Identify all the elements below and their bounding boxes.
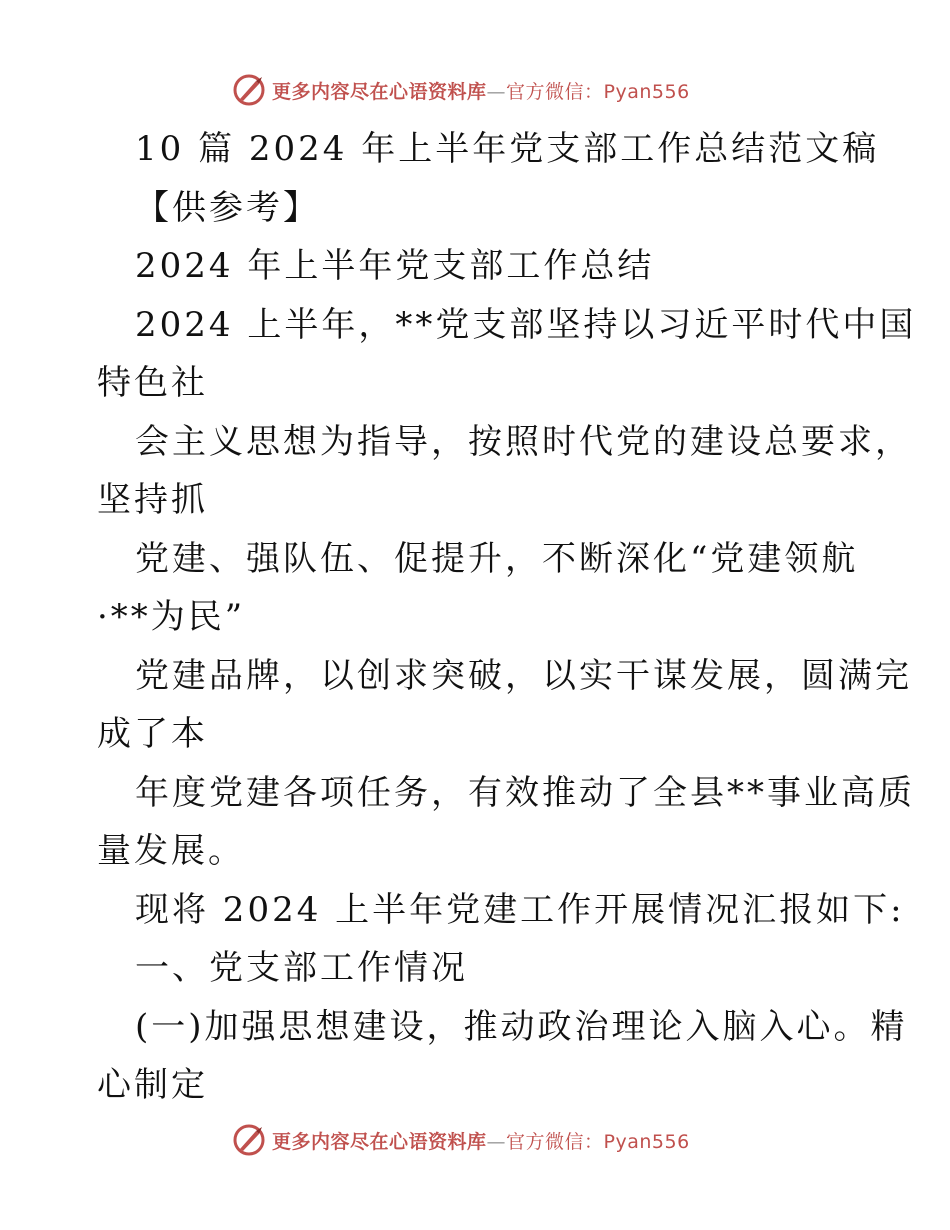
paragraph-line: 会主义思想为指导，按照时代党的建设总要求，	[135, 421, 912, 462]
quill-logo-icon	[232, 1123, 266, 1157]
watermark-dash: —	[486, 1130, 507, 1153]
reference-note: 【供参考】	[135, 187, 320, 228]
paragraph-line: 坚持抓	[97, 480, 208, 520]
paragraph-line: 党建品牌，以创求突破，以实干谋发展，圆满完	[135, 655, 912, 696]
document-body	[97, 120, 917, 1115]
watermark-footer	[232, 1120, 690, 1160]
watermark-suffix-label: 官方微信：	[506, 80, 604, 103]
section-heading: 2024 年上半年党支部工作总结	[135, 246, 655, 286]
paragraph-line: 心制定	[97, 1065, 208, 1105]
watermark-suffix-label: 官方微信：	[506, 1130, 604, 1153]
paragraph-line: 现将 2024 上半年党建工作开展情况汇报如下:	[135, 889, 905, 930]
watermark-wechat-id: Pyan556	[603, 1130, 690, 1153]
quill-logo-icon	[232, 73, 266, 107]
paragraph-line: 年度党建各项任务，有效推动了全县**事业高质	[135, 772, 915, 813]
paragraph-line: 2024 上半年，**党支部坚持以习近平时代中国	[135, 304, 917, 345]
paragraph-line: (一)加强思想建设，推动政治理论入脑入心。精	[135, 1006, 908, 1047]
subsection-heading: 一、党支部工作情况	[135, 948, 468, 988]
paragraph-line: 成了本	[97, 714, 208, 754]
watermark-dash: —	[486, 80, 507, 103]
paragraph-line: 量发展。	[97, 831, 245, 871]
watermark-header	[232, 70, 690, 110]
paragraph-line: 特色社	[97, 363, 208, 403]
document-title: 10 篇 2024 年上半年党支部工作总结范文稿	[135, 129, 880, 169]
paragraph-line: ·**为民”	[97, 597, 246, 637]
paragraph-line: 党建、强队伍、促提升，不断深化“党建领航	[135, 538, 859, 579]
watermark-text	[272, 77, 690, 104]
watermark-text	[272, 1127, 690, 1154]
watermark-wechat-id: Pyan556	[603, 80, 690, 103]
watermark-brand: 更多内容尽在心语资料库	[272, 80, 487, 103]
watermark-brand: 更多内容尽在心语资料库	[272, 1130, 487, 1153]
